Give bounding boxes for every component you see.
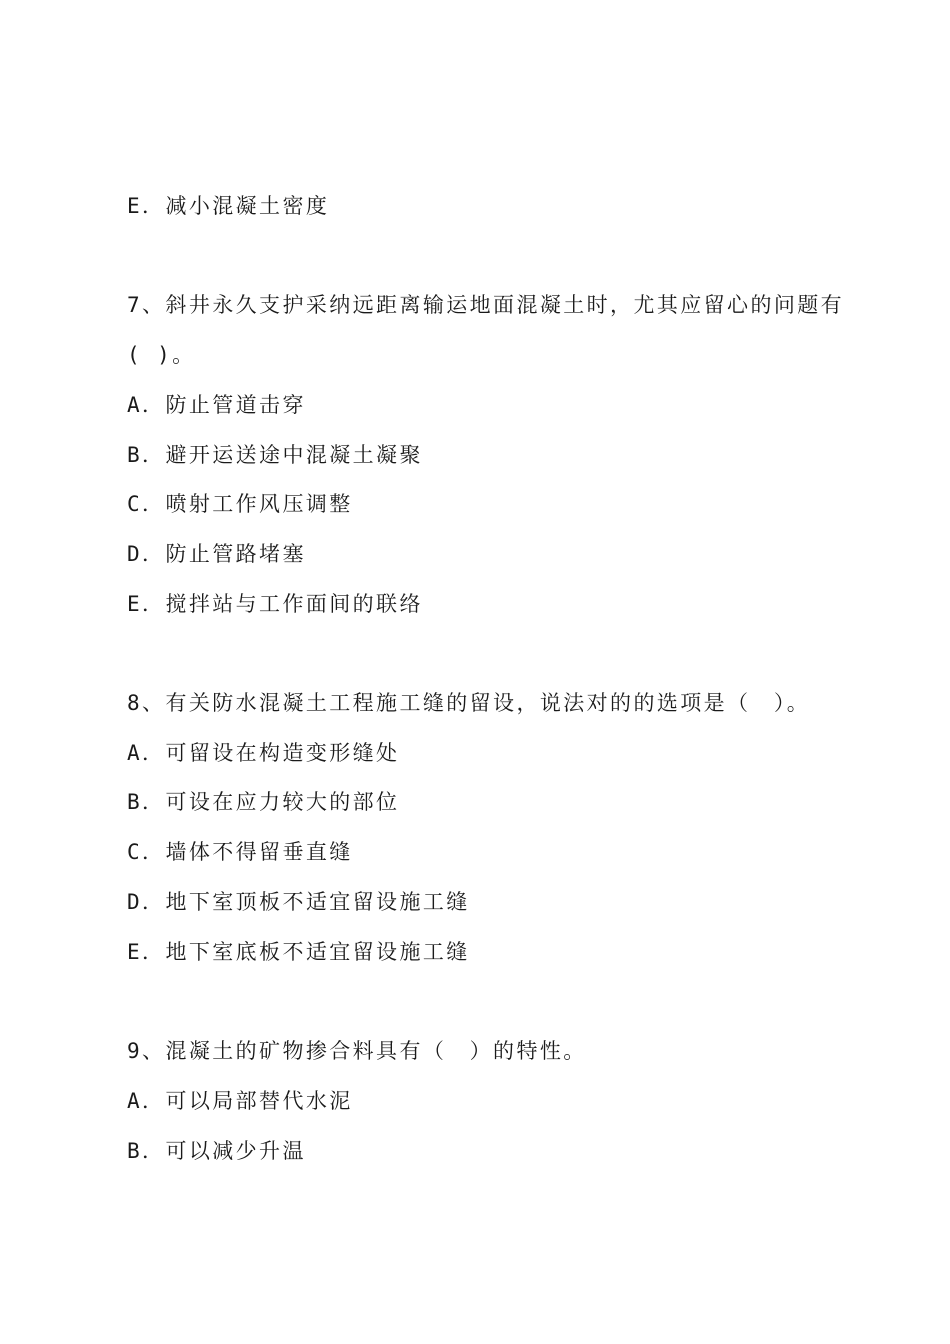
- q9-question: 9、混凝土的矿物掺合料具有（ ）的特性。: [127, 1039, 587, 1063]
- q7-question-cont: ( )。: [127, 343, 196, 367]
- q7-option-b: B．避开运送途中混凝土凝聚: [127, 443, 423, 467]
- q7-option-c: C．喷射工作风压调整: [127, 492, 353, 516]
- q8-option-a: A．可留设在构造变形缝处: [127, 741, 400, 765]
- q7-option-e: E．搅拌站与工作面间的联络: [127, 592, 423, 616]
- q7-option-d: D．防止管路堵塞: [127, 542, 306, 566]
- q9-option-a: A．可以局部替代水泥: [127, 1089, 353, 1113]
- q8-question: 8、有关防水混凝土工程施工缝的留设，说法对的的选项是（ ）。: [127, 691, 811, 715]
- q6-option-e: E．减小混凝土密度: [127, 194, 330, 218]
- q7-question: 7、斜井永久支护采纳远距离输运地面混凝土时，尤其应留心的问题有: [127, 293, 845, 317]
- q8-option-e: E．地下室底板不适宜留设施工缝: [127, 940, 470, 964]
- q8-option-b: B．可设在应力较大的部位: [127, 790, 400, 814]
- q9-option-b: B．可以减少升温: [127, 1139, 306, 1163]
- q8-option-d: D．地下室顶板不适宜留设施工缝: [127, 890, 470, 914]
- q8-option-c: C．墙体不得留垂直缝: [127, 840, 353, 864]
- q7-option-a: A．防止管道击穿: [127, 393, 306, 417]
